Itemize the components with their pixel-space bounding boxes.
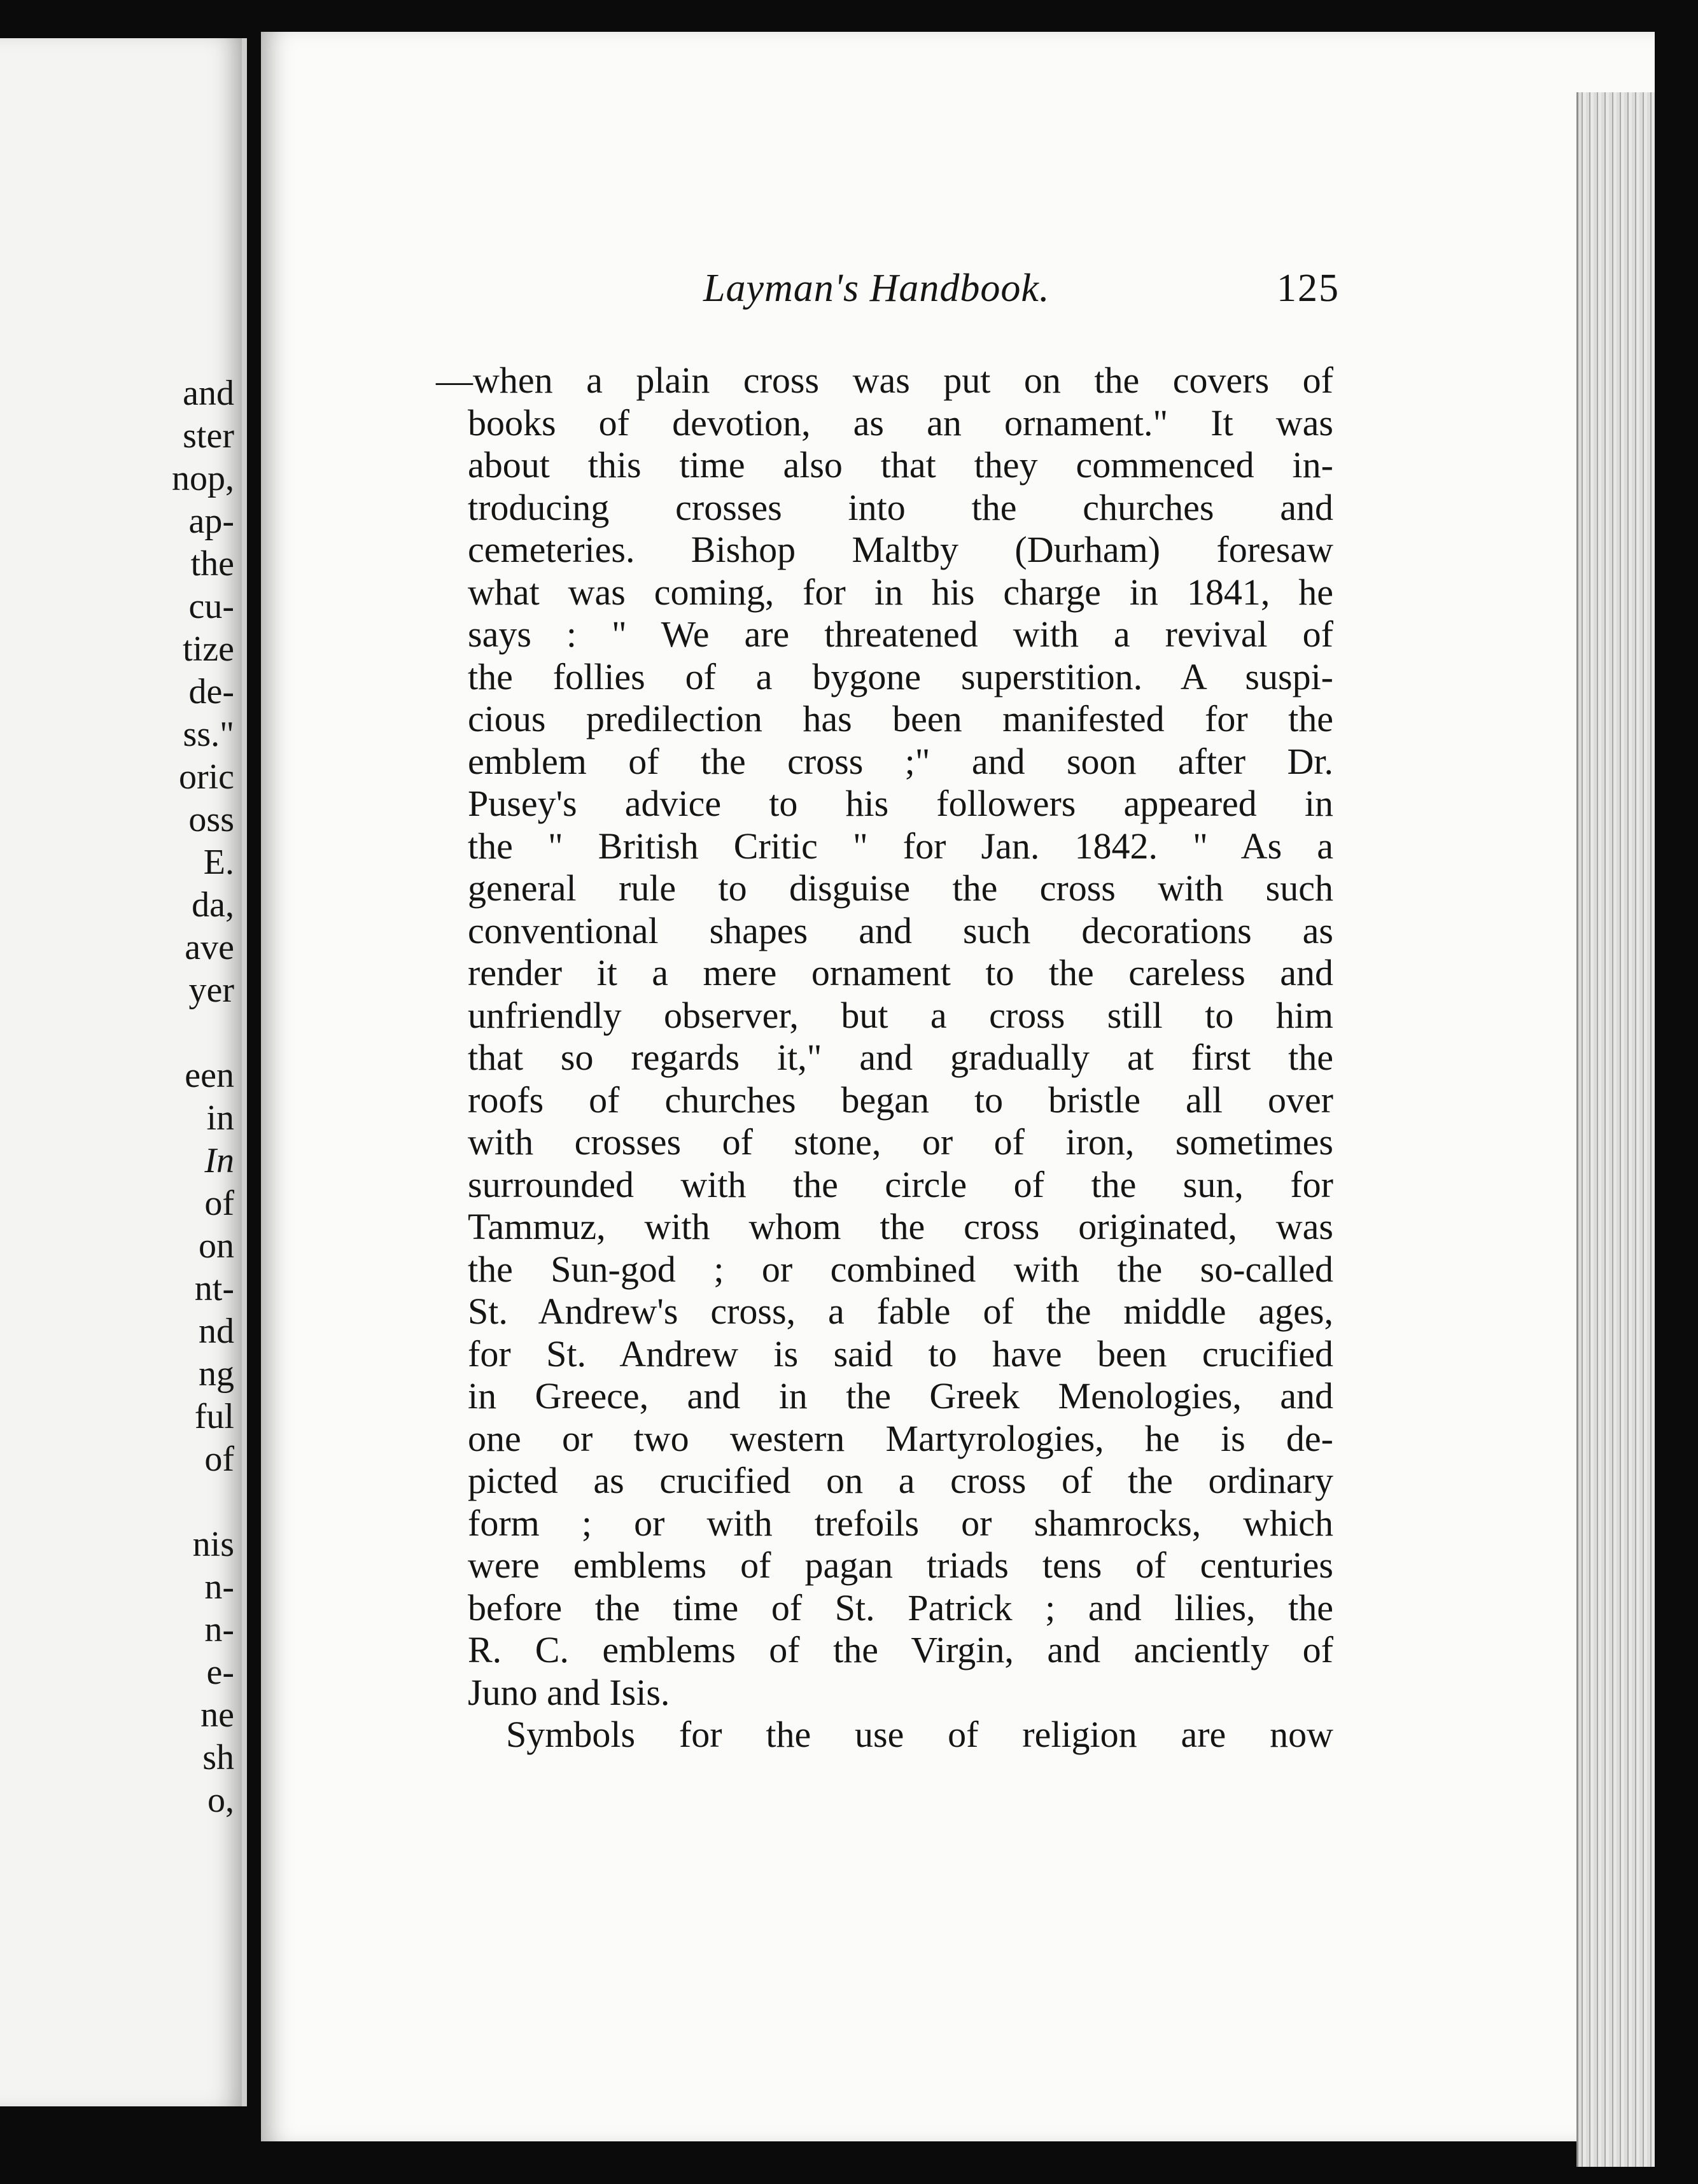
fragment-line: oss: [188, 800, 234, 839]
fragment-line: nis: [192, 1525, 234, 1564]
fragment-line: een: [185, 1056, 234, 1095]
fragment-line: n-: [204, 1567, 234, 1607]
text-line: St. Andrew's cross, a fable of the middle ages,: [468, 1291, 1333, 1332]
text-line: about this time also that they commenced in-: [468, 444, 1333, 486]
text-line: what was coming, for in his charge in 1841, he: [468, 571, 1333, 613]
text-line: cemeteries. Bishop Maltby (Durham) foresaw: [468, 529, 1333, 570]
fragment-line: nt-: [194, 1269, 234, 1308]
fragment-line: sh: [202, 1738, 234, 1777]
text-line: the " British Critic " for Jan. 1842. " As a: [468, 825, 1333, 867]
left-page: [0, 38, 247, 2106]
fragment-line: In: [204, 1141, 234, 1180]
text-line: Juno and Isis.: [468, 1671, 670, 1713]
fragment-line: on: [199, 1226, 234, 1266]
fragment-line: ng: [199, 1354, 234, 1394]
fragment-line: n-: [204, 1610, 234, 1649]
fragment-line: ss.": [183, 715, 234, 754]
text-line: before the time of St. Patrick ; and lilies, the: [468, 1586, 1333, 1628]
text-line: troducing crosses into the churches and: [468, 486, 1333, 528]
text-line: for St. Andrew is said to have been crucified: [468, 1333, 1333, 1375]
left-page-text-fragments: [172, 372, 234, 1822]
fragment-line: ne: [200, 1695, 234, 1735]
fragment-gap: [172, 1481, 234, 1523]
running-title: Layman's Handbook.: [703, 267, 1050, 310]
fragment-line: of: [204, 1439, 234, 1479]
fragment-line: ave: [185, 928, 234, 967]
text-line: —when a plain cross was put on the covers of: [436, 360, 1333, 401]
page-header: [703, 266, 1340, 317]
text-line: books of devotion, as an ornament." It was: [468, 402, 1333, 444]
text-line: Symbols for the use of religion are now: [506, 1714, 1333, 1755]
page-number: 125: [1277, 267, 1340, 310]
text-line: cious predilection has been manifested for the: [468, 698, 1333, 739]
fragment-line: da,: [192, 885, 234, 925]
text-line: says : " We are threatened with a revival of: [468, 613, 1333, 655]
fragment-line: de-: [188, 672, 234, 711]
text-line: one or two western Martyrologies, he is de-: [468, 1417, 1333, 1459]
fragment-line: in: [206, 1098, 234, 1138]
text-line: with crosses of stone, or of iron, sometimes: [468, 1121, 1333, 1163]
fragment-line: o,: [207, 1781, 234, 1820]
text-line: Pusey's advice to his followers appeared in: [468, 783, 1333, 824]
fragment-line: of: [204, 1184, 234, 1223]
fragment-line: nop,: [172, 459, 234, 498]
text-line: Tammuz, with whom the cross originated, was: [468, 1206, 1333, 1247]
fragment-line: ster: [183, 416, 234, 456]
text-line: picted as crucified on a cross of the ordinary: [468, 1460, 1333, 1501]
text-line: the Sun-god ; or combined with the so-called: [468, 1248, 1333, 1290]
text-line: general rule to disguise the cross with such: [468, 867, 1333, 909]
fragment-gap: [172, 1012, 234, 1054]
text-line: R. C. emblems of the Virgin, and anciently of: [468, 1629, 1333, 1670]
fragment-line: the: [190, 544, 234, 584]
fragment-line: ap-: [188, 501, 234, 541]
text-line: render it a mere ornament to the careless and: [468, 952, 1333, 993]
fragment-line: e-: [206, 1653, 234, 1692]
text-line: conventional shapes and such decorations as: [468, 909, 1333, 951]
text-line: roofs of churches began to bristle all over: [468, 1079, 1333, 1121]
text-line: in Greece, and in the Greek Menologies, and: [468, 1375, 1333, 1417]
text-line: surrounded with the circle of the sun, for: [468, 1163, 1333, 1205]
fragment-line: and: [183, 374, 234, 413]
fragment-line: yer: [188, 970, 234, 1010]
fragment-line: ful: [194, 1397, 234, 1436]
text-line: unfriendly observer, but a cross still to him: [468, 994, 1333, 1036]
fragment-line: tize: [183, 629, 234, 669]
fragment-line: cu-: [188, 587, 234, 626]
fragment-line: oric: [178, 757, 234, 797]
fragment-line: E.: [203, 843, 234, 882]
fragment-line: nd: [199, 1312, 234, 1351]
text-line: emblem of the cross ;" and soon after Dr.: [468, 740, 1333, 782]
text-line: were emblems of pagan triads tens of centuries: [468, 1544, 1333, 1586]
body-text: [436, 360, 1333, 1756]
text-line: that so regards it," and gradually at first the: [468, 1037, 1333, 1078]
page-edges: [1576, 92, 1655, 2167]
text-line: form ; or with trefoils or shamrocks, which: [468, 1502, 1333, 1544]
text-line: the follies of a bygone superstition. A suspi-: [468, 655, 1333, 697]
